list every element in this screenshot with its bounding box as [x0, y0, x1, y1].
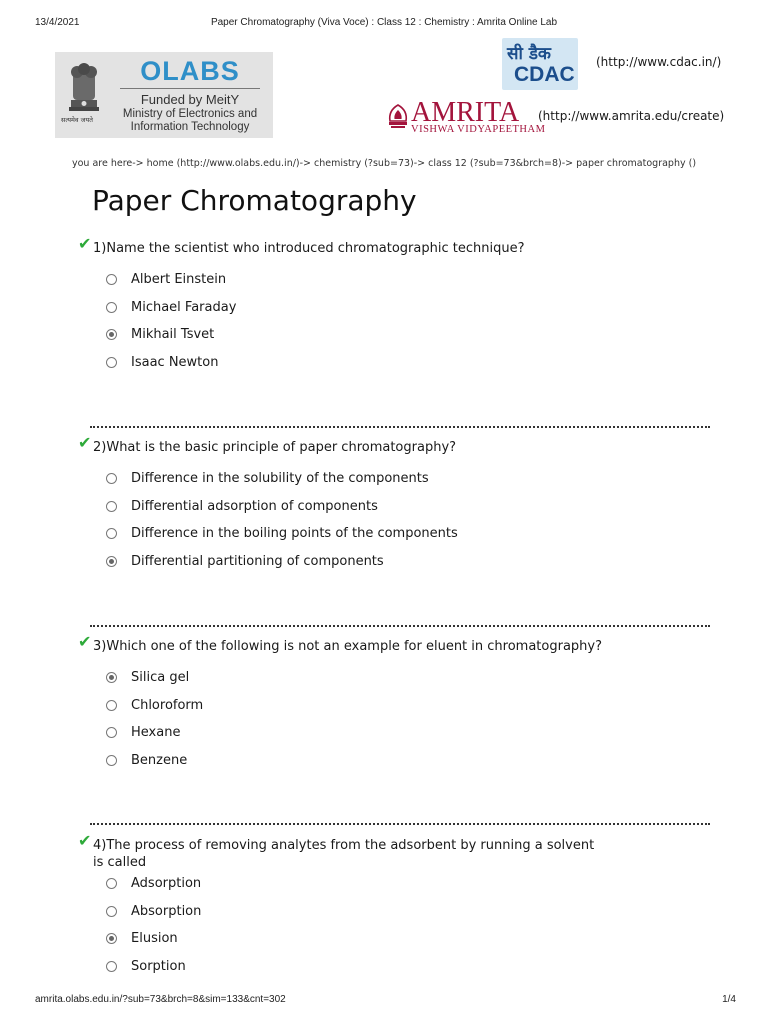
amrita-sub: VISHWA VIDYAPEETHAM [411, 124, 546, 135]
option-list [78, 671, 718, 781]
question-text: 4)The process of removing analytes from the adsorbent by running a solvent is called [93, 838, 595, 870]
cdac-english: CDAC [514, 63, 575, 86]
breadcrumb[interactable]: you are here-> home (http://www.olabs.edu.in/)-> chemistry (?sub=73)-> class 12 (?sub=73&brch=8)-> paper chromatography () [71, 158, 697, 169]
option-label: Silica gel [131, 670, 190, 685]
option-label: Benzene [131, 752, 188, 768]
print-date: 13/4/2021 [35, 17, 80, 28]
question-4 [78, 831, 718, 987]
option-label: Hexane [131, 725, 181, 740]
radio-button-icon[interactable] [106, 528, 117, 539]
option[interactable] [78, 726, 718, 754]
amrita-name: AMRITA [411, 97, 520, 128]
option[interactable] [78, 328, 718, 356]
option-label: Difference in the solubility of the components [131, 471, 429, 486]
option-list [78, 273, 718, 383]
question-text: 1)Name the scientist who introduced chromatographic technique? [93, 241, 525, 256]
radio-button-icon[interactable] [106, 878, 117, 889]
option[interactable] [78, 671, 718, 699]
option-label: Mikhail Tsvet [131, 327, 215, 342]
option-label: Chloroform [131, 697, 204, 713]
option-label: Isaac Newton [131, 354, 219, 370]
option[interactable] [78, 527, 718, 555]
olabs-ministry-1: Ministry of Electronics and [122, 108, 258, 120]
radio-button-icon[interactable] [106, 302, 117, 313]
emblem-caption: सत्यमेव जयते [61, 116, 93, 124]
page-title: Paper Chromatography [92, 184, 417, 217]
question-header [78, 433, 718, 456]
question-1 [78, 234, 718, 383]
option-label: Difference in the boiling points of the components [131, 526, 458, 541]
divider [90, 823, 710, 825]
option-label: Absorption [131, 903, 202, 919]
radio-button-icon[interactable] [106, 933, 117, 944]
option[interactable] [78, 301, 718, 329]
print-footer [0, 994, 768, 1008]
option[interactable] [78, 960, 718, 988]
radio-button-icon[interactable] [106, 556, 117, 567]
radio-button-icon[interactable] [106, 755, 117, 766]
olabs-funded: Funded by MeitY [140, 92, 240, 107]
divider [90, 426, 710, 428]
question-text: 3)Which one of the following is not an example for eluent in chromatography? [93, 639, 602, 654]
radio-button-icon[interactable] [106, 727, 117, 738]
option-list [78, 472, 718, 582]
divider [90, 625, 710, 627]
option-label: Differential partitioning of components [131, 553, 384, 569]
amrita-logo[interactable] [387, 97, 546, 136]
option-label: Differential adsorption of components [131, 498, 378, 514]
amrita-emblem-icon [387, 103, 409, 133]
option-list [78, 877, 718, 987]
option-label: Michael Faraday [131, 299, 237, 315]
option[interactable] [78, 699, 718, 727]
option-label: Adsorption [131, 876, 202, 891]
check-icon: ✔ [78, 234, 92, 253]
olabs-rule [120, 88, 260, 89]
check-icon: ✔ [78, 433, 92, 452]
option[interactable] [78, 356, 718, 384]
print-url: amrita.olabs.edu.in/?sub=73&brch=8&sim=133&cnt=302 [35, 994, 286, 1005]
question-3 [78, 632, 718, 781]
amrita-link[interactable]: (http://www.amrita.edu/create) [538, 109, 725, 123]
cdac-hindi: सी डैक [507, 44, 551, 64]
option[interactable] [78, 932, 718, 960]
radio-button-icon[interactable] [106, 473, 117, 484]
question-2 [78, 433, 718, 582]
question-text: 2)What is the basic principle of paper chromatography? [93, 440, 457, 455]
option[interactable] [78, 754, 718, 782]
option[interactable] [78, 500, 718, 528]
option[interactable] [78, 273, 718, 301]
olabs-ministry-2: Information Technology [130, 121, 250, 133]
question-header [78, 234, 718, 257]
cdac-logo[interactable] [502, 38, 578, 90]
print-page-number: 1/4 [722, 994, 736, 1005]
radio-button-icon[interactable] [106, 906, 117, 917]
radio-button-icon[interactable] [106, 672, 117, 683]
national-emblem-icon [59, 60, 109, 130]
option[interactable] [78, 472, 718, 500]
radio-button-icon[interactable] [106, 357, 117, 368]
option[interactable] [78, 905, 718, 933]
question-header [78, 831, 718, 871]
olabs-name: OLABS [140, 56, 240, 86]
olabs-text [115, 56, 265, 134]
print-header [0, 17, 768, 31]
cdac-link[interactable]: (http://www.cdac.in/) [596, 55, 722, 69]
print-title: Paper Chromatography (Viva Voce) : Class 12 : Chemistry : Amrita Online Lab [210, 17, 558, 28]
question-header [78, 632, 718, 655]
radio-button-icon[interactable] [106, 329, 117, 340]
option[interactable] [78, 877, 718, 905]
radio-button-icon[interactable] [106, 961, 117, 972]
radio-button-icon[interactable] [106, 501, 117, 512]
option[interactable] [78, 555, 718, 583]
option-label: Sorption [131, 958, 186, 974]
check-icon: ✔ [78, 632, 92, 651]
radio-button-icon[interactable] [106, 274, 117, 285]
radio-button-icon[interactable] [106, 700, 117, 711]
option-label: Elusion [131, 931, 178, 946]
olabs-logo[interactable] [55, 52, 273, 138]
option-label: Albert Einstein [131, 272, 227, 287]
check-icon: ✔ [78, 831, 92, 850]
